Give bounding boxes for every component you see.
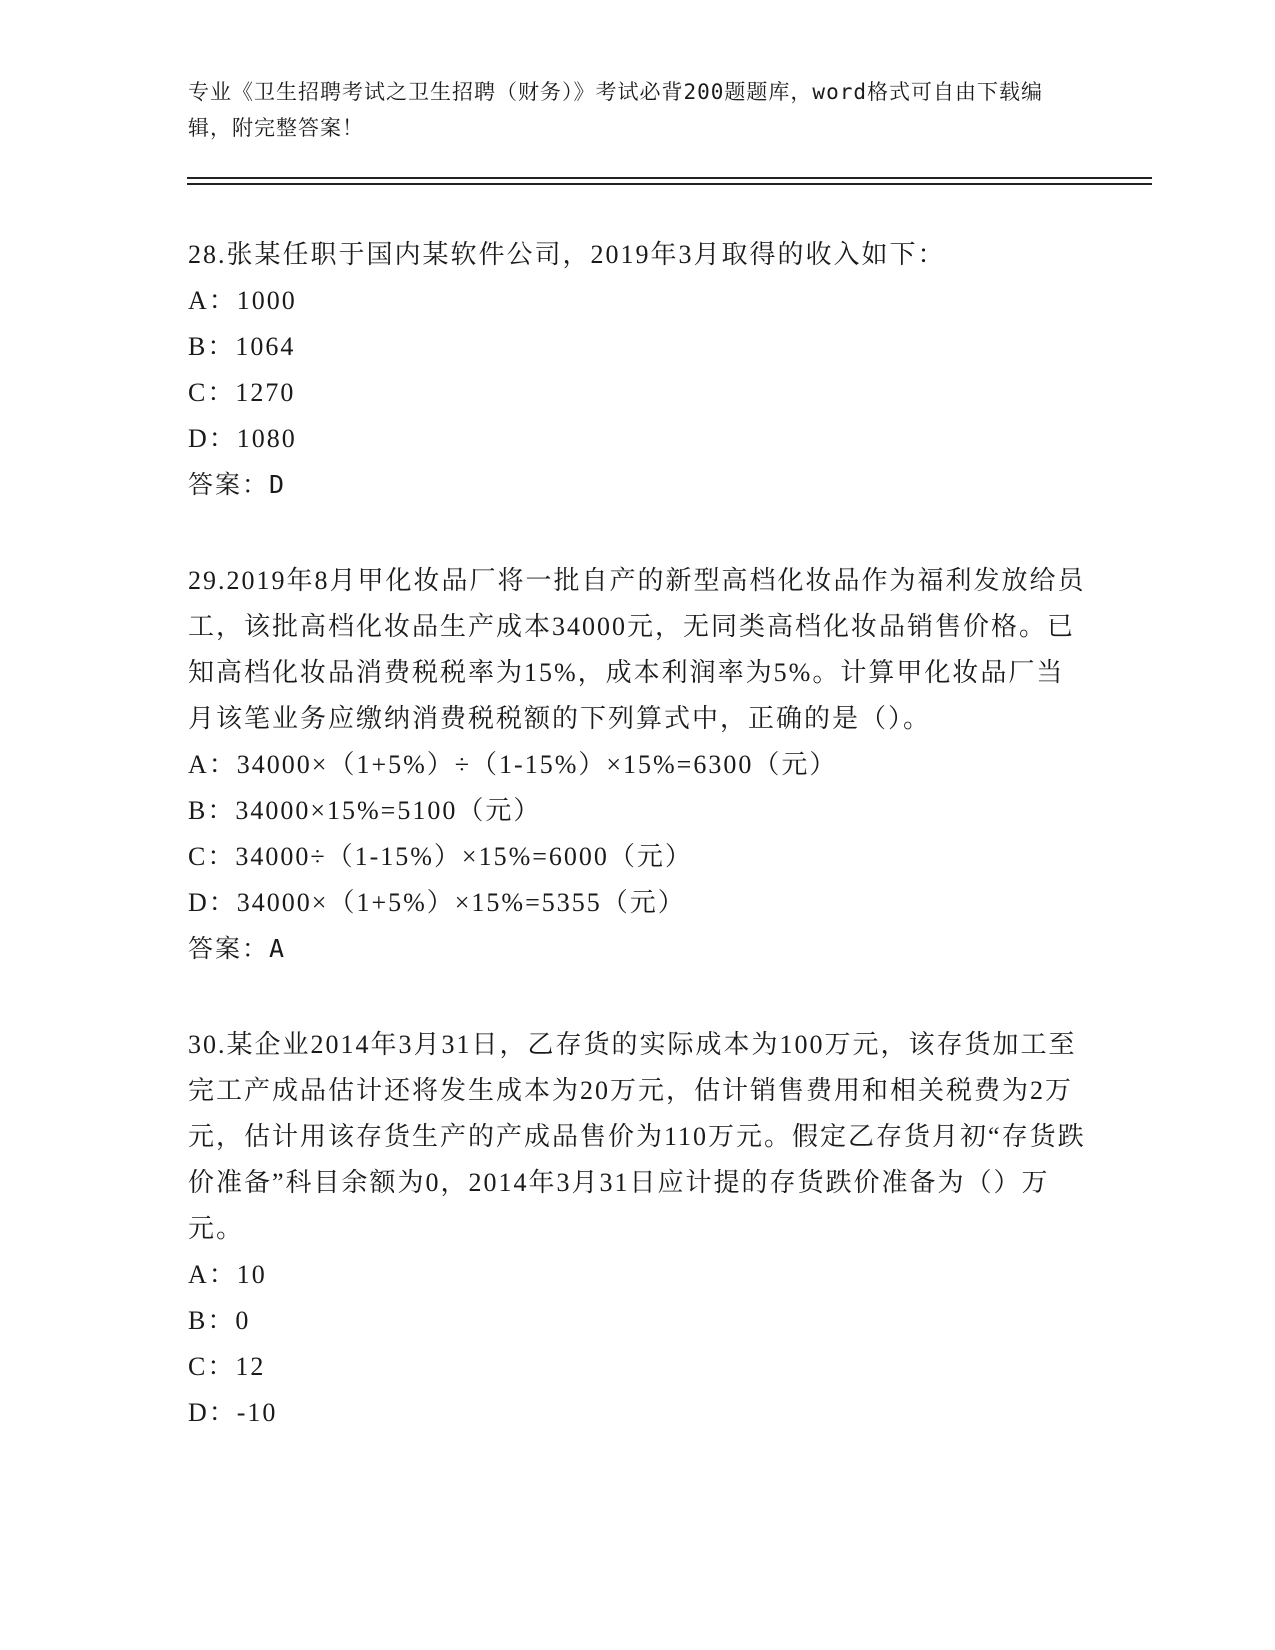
question-28 bbox=[188, 232, 1088, 508]
answer: 答案：A bbox=[188, 934, 287, 963]
question-30 bbox=[188, 1022, 1088, 1436]
option-a: A：34000×（1+5%）÷（1-15%）×15%=6300（元） bbox=[188, 750, 838, 779]
option-d: D：-10 bbox=[188, 1398, 278, 1427]
option-b: B：0 bbox=[188, 1306, 251, 1335]
option-c: C：34000÷（1-15%）×15%=6000（元） bbox=[188, 842, 693, 871]
option-b: B：34000×15%=5100（元） bbox=[188, 796, 542, 825]
spacer bbox=[188, 972, 1088, 1022]
option-d: D：34000×（1+5%）×15%=5355（元） bbox=[188, 888, 686, 917]
option-a: A：1000 bbox=[188, 286, 297, 315]
option-d: D：1080 bbox=[188, 424, 297, 453]
option-b: B：1064 bbox=[188, 332, 296, 361]
question-list bbox=[188, 232, 1088, 1436]
header-divider-top bbox=[187, 177, 1152, 179]
option-c: C：12 bbox=[188, 1352, 266, 1381]
header-title: 专业《卫生招聘考试之卫生招聘（财务）》考试必背200题题库，word格式可自由下载编辑，附完整答案！ bbox=[188, 80, 1043, 140]
answer: 答案：D bbox=[188, 470, 287, 499]
question-stem: 28.张某任职于国内某软件公司，2019年3月取得的收入如下： bbox=[188, 240, 946, 269]
question-stem: 30.某企业2014年3月31日，乙存货的实际成本为100万元，该存货加工至完工产成品估计还将发生成本为20万元，估计销售费用和相关税费为2万元，估计用该存货生产的产成品售价为110万元。假定乙存货月初“存货跌价准备”科目余额为0，2014年3月31日应计提的存货跌价准备为（）万元。 bbox=[188, 1030, 1086, 1243]
spacer bbox=[188, 508, 1088, 558]
header-divider-bottom bbox=[187, 183, 1152, 185]
document-header bbox=[188, 74, 1068, 146]
question-29 bbox=[188, 558, 1088, 972]
option-a: A：10 bbox=[188, 1260, 267, 1289]
option-c: C：1270 bbox=[188, 378, 296, 407]
question-stem: 29.2019年8月甲化妆品厂将一批自产的新型高档化妆品作为福利发放给员工，该批高档化妆品生产成本34000元，无同类高档化妆品销售价格。已知高档化妆品消费税税率为15%，成本利润率为5%。计算甲化妆品厂当月该笔业务应缴纳消费税税额的下列算式中，正确的是（）。 bbox=[188, 566, 1086, 733]
